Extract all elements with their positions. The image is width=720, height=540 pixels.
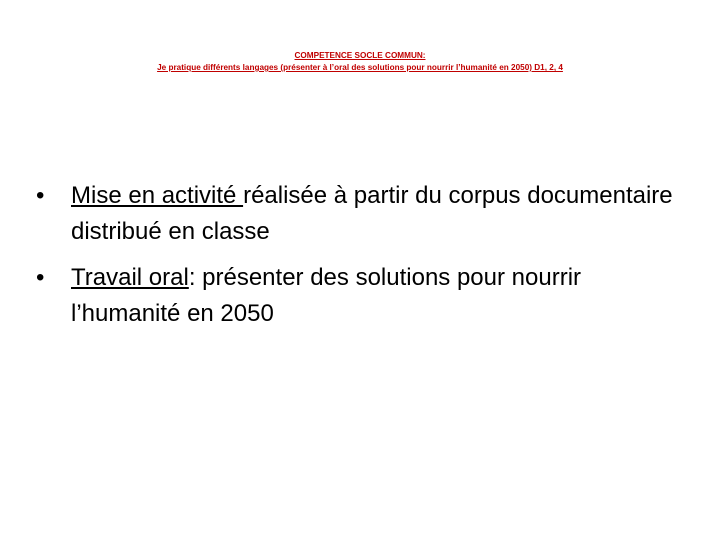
competence-header [0, 50, 720, 74]
activity-label: Mise en activité [71, 182, 244, 209]
oral-work-label: Travail oral [71, 264, 189, 291]
activity-text: réalisée à partir du corpus documentaire distribué en classe [71, 182, 673, 245]
bullet-item-activity [36, 178, 676, 250]
bullet-icon: • [36, 264, 45, 291]
bullet-icon: • [36, 182, 45, 209]
bullet-item-oral-work [36, 260, 676, 332]
oral-work-text: : présenter des solutions pour nourrir l’humanité en 2050 [71, 264, 582, 327]
competence-description: Je pratique différents langages (présenter à l’oral des solutions pour nourrir l’humanité en 2050) D1, 2, 4 [157, 63, 563, 72]
bullet-list [36, 178, 676, 342]
competence-title: COMPETENCE SOCLE COMMUN: [294, 51, 426, 60]
